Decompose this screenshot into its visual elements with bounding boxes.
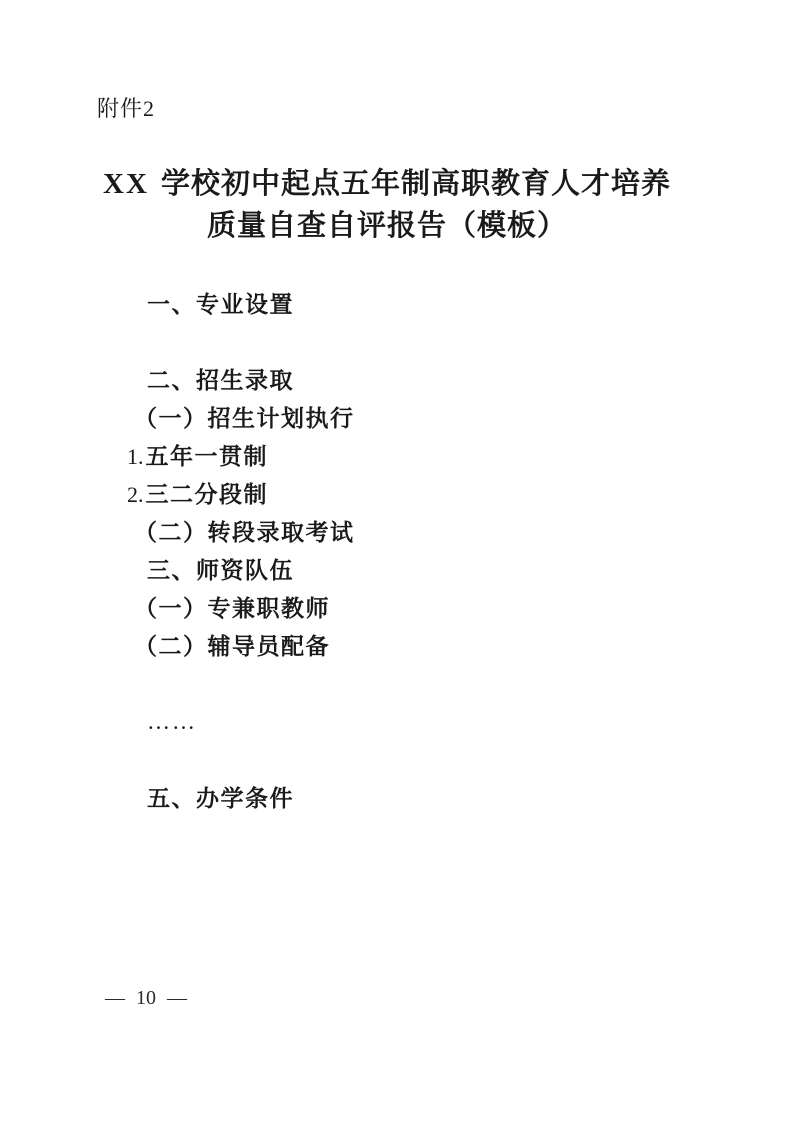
outline-item-point-2-label: 三二分段制 bbox=[145, 481, 268, 507]
attachment-label: 附件2 bbox=[97, 96, 156, 121]
outline-item-ellipsis: …… bbox=[147, 709, 197, 734]
document-title-line-1 bbox=[97, 163, 677, 205]
outline-item-point-1 bbox=[97, 437, 677, 475]
outline-item-sub-2-1: （一）招生计划执行 bbox=[134, 405, 355, 431]
document-title-line-1-text: 学校初中起点五年制高职教育人才培养 bbox=[160, 168, 671, 200]
outline-item-point-1-label: 五年一贯制 bbox=[145, 443, 268, 469]
document-title-latin-prefix: XX bbox=[103, 168, 149, 200]
outline-item-point-2-number: 2. bbox=[127, 482, 144, 507]
document-title bbox=[97, 163, 677, 247]
outline-item-point-1-number: 1. bbox=[127, 444, 144, 469]
outline-item-section-1: 一、专业设置 bbox=[147, 291, 294, 317]
outline-item-section-5: 五、办学条件 bbox=[147, 785, 294, 811]
outline-item-sub-3-1: （一）专兼职教师 bbox=[134, 595, 330, 621]
outline-item-point-2 bbox=[97, 475, 677, 513]
outline-item-sub-3-2: （二）辅导员配备 bbox=[134, 633, 330, 659]
outline-item-section-3: 三、师资队伍 bbox=[147, 557, 294, 583]
outline-item-section-2: 二、招生录取 bbox=[147, 367, 294, 393]
document-title-line-2: 质量自查自评报告（模板） bbox=[206, 210, 567, 242]
document-outline bbox=[97, 285, 677, 817]
outline-item-sub-2-2: （二）转段录取考试 bbox=[134, 519, 355, 545]
page-number: — 10 — bbox=[105, 987, 187, 1009]
